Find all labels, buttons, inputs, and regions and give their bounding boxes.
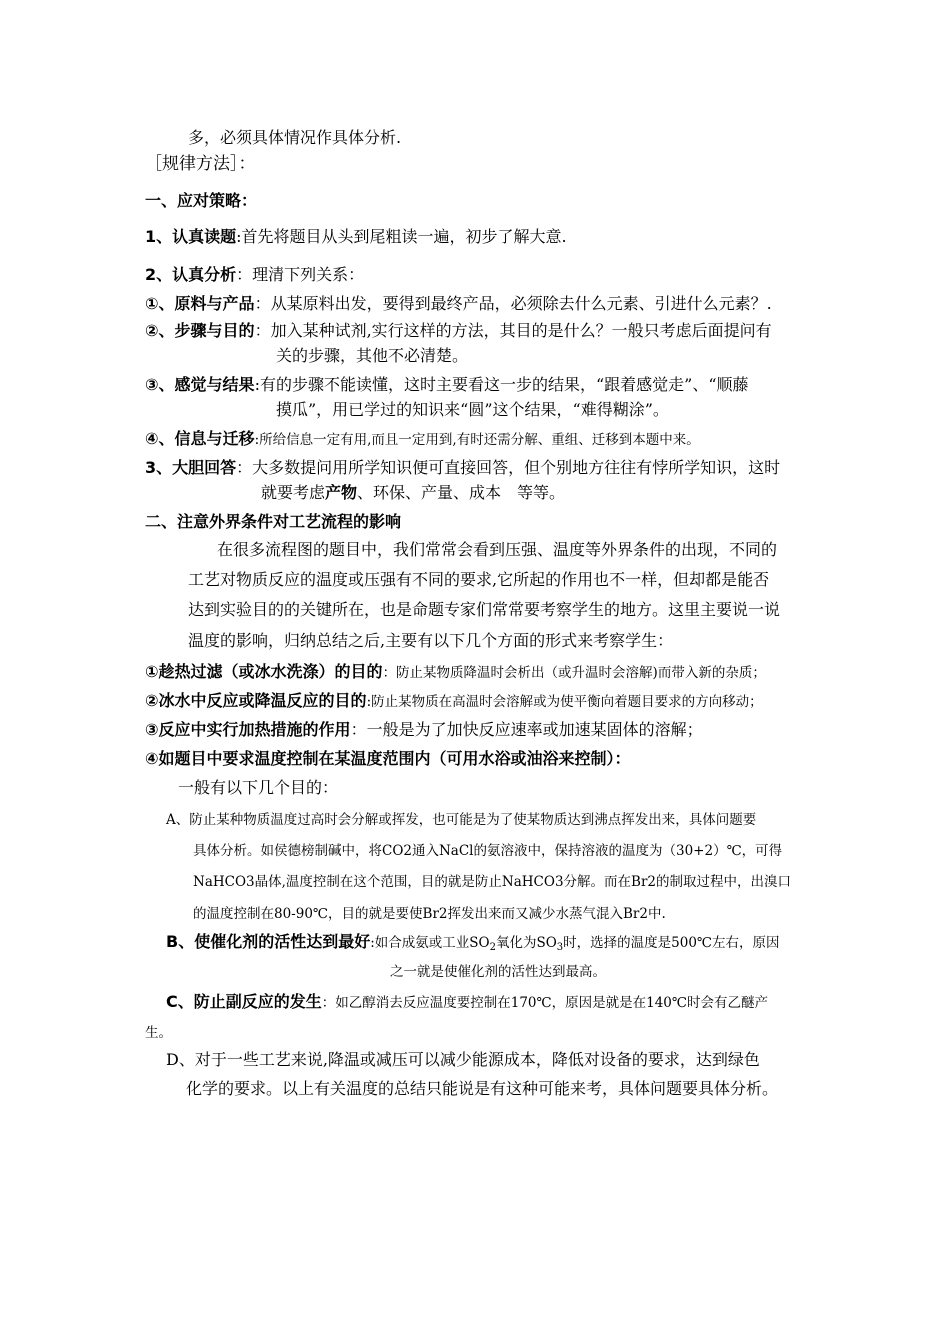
text-line: 具体分析。如侯德榜制碱中，将CO2通入NaCl的氨溶液中，保持溶液的温度为（30+2）℃，可得 <box>193 843 783 859</box>
text-line: C、防止副反应的发生：如乙醇消去反应温度要控制在170℃，原因是就是在140℃时会有乙醚产 <box>166 992 768 1011</box>
text-line: 化学的要求。以上有关温度的总结只能说是有这种可能来考，具体问题要具体分析。 <box>186 1079 779 1098</box>
heading-conditions: 二、注意外界条件对工艺流程的影响 <box>145 512 402 531</box>
paragraph-line: 温度的影响，归纳总结之后,主要有以下几个方面的形式来考察学生： <box>188 631 674 650</box>
text-line: 关的步骤，其他不必清楚。 <box>276 346 469 365</box>
section-heading: ［规律方法］： <box>145 154 256 174</box>
text-line: 一般有以下几个目的： <box>178 778 339 797</box>
text-line: 多，必须具体情况作具体分析. <box>188 128 402 147</box>
text-line: ①趁热过滤（或冰水洗涤）的目的：防止某物质降温时会析出（或升温时会溶解)而带入新的杂质； <box>145 662 766 681</box>
text-line: ②冰水中反应或降温反应的目的:防止某物质在高温时会溶解或为使平衡向着题目要求的方向移动； <box>145 691 763 710</box>
text-line: ①、原料与产品：从某原料出发，要得到最终产品，必须除去什么元素、引进什么元素？. <box>145 294 772 313</box>
text-line: 3、大胆回答：大多数提问用所学知识便可直接回答，但个别地方往往有悖所学知识，这时 <box>145 458 781 477</box>
text-line: 1、认真读题:首先将题目从头到尾粗读一遍，初步了解大意. <box>145 227 567 246</box>
text-line: ④、信息与迁移:所给信息一定有用,而且一定用到,有时还需分解、重组、迁移到本题中来。 <box>145 429 700 448</box>
text-line: NaHCO3晶体,温度控制在这个范围，目的就是防止NaHCO3分解。而在Br2的制取过程中，出溴口 <box>193 874 791 890</box>
paragraph-line: 工艺对物质反应的温度或压强有不同的要求,它所起的作用也不一样，但却都是能否 <box>188 570 770 589</box>
text-line: 之一就是使催化剂的活性达到最高。 <box>390 964 606 980</box>
text-line: ②、步骤与目的：加入某种试剂,实行这样的方法，其目的是什么？一般只考虑后面提问有 <box>145 321 772 340</box>
paragraph-line: 在很多流程图的题目中，我们常常会看到压强、温度等外界条件的出现，不同的 <box>217 540 778 559</box>
text-line: D、对于一些工艺来说,降温或减压可以减少能源成本，降低对设备的要求，达到绿色 <box>166 1050 760 1069</box>
heading-strategy: 一、应对策略： <box>145 191 258 210</box>
text-line: ③、感觉与结果:有的步骤不能读懂，这时主要看这一步的结果，“跟着感觉走”、“顺藤 <box>145 375 749 394</box>
text-line: ④如题目中要求温度控制在某温度范围内（可用水浴或油浴来控制）： <box>145 749 631 768</box>
paragraph-line: 达到实验目的的关键所在，也是命题专家们常常要考察学生的地方。这里主要说一说 <box>188 600 781 619</box>
text-line: 2、认真分析：理清下列关系： <box>145 265 365 284</box>
text-line: 生。 <box>145 1025 172 1041</box>
text-line: B、使催化剂的活性达到最好:如合成氨或工业$SO_2$氧化为$SO_3$时，选择的温度是500℃左右，原因 <box>166 932 780 953</box>
text-line: 的温度控制在80-90℃，目的就是要使Br2挥发出来而又减少水蒸气混入Br2中. <box>193 906 666 922</box>
text-line: 摸瓜”，用已学过的知识来“圆”这个结果，“难得糊涂”。 <box>276 400 669 419</box>
text-line: 就要考虑产物、环保、产量、成本 等等。 <box>261 483 566 502</box>
text-line: ③反应中实行加热措施的作用：一般是为了加快反应速率或加速某固体的溶解； <box>145 720 703 739</box>
text-line: A、防止某种物质温度过高时会分解或挥发，也可能是为了使某物质达到沸点挥发出来，具体问题要 <box>166 812 757 828</box>
